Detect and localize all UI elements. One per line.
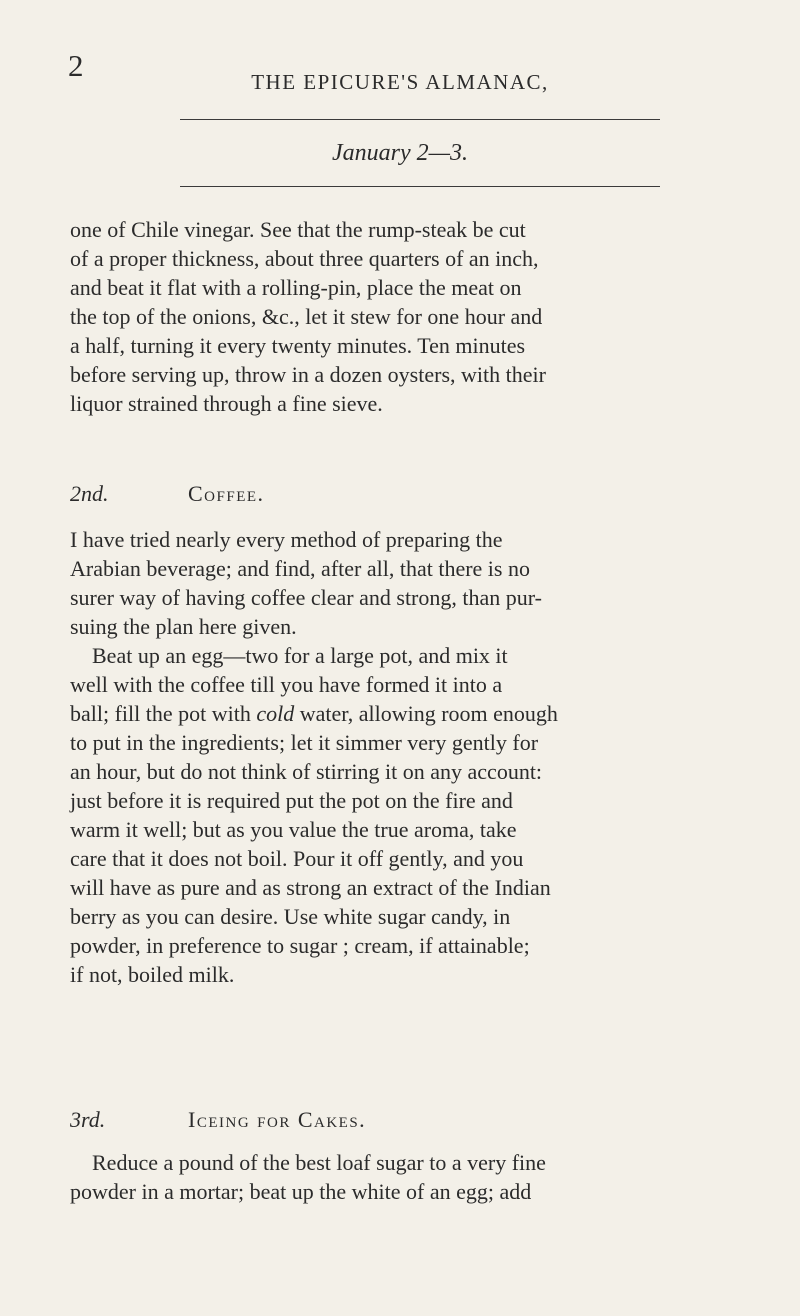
text-line: just before it is required put the pot on the fire and (70, 788, 513, 813)
text-line: powder in a mortar; beat up the white of an egg; add (70, 1179, 532, 1204)
section-title: Coffee. (188, 481, 265, 506)
icing-paragraph (70, 1148, 742, 1206)
text-line: and beat it flat with a rolling-pin, place the meat on (70, 275, 522, 300)
text-line: well with the coffee till you have formed it into a (70, 672, 503, 697)
section-day: 3rd. (70, 1107, 106, 1132)
text-line: powder, in preference to sugar ; cream, if attainable; (70, 933, 530, 958)
text-line: to put in the ingredients; let it simmer very gently for (70, 730, 539, 755)
text-line: Beat up an egg—two for a large pot, and mix it (92, 643, 508, 668)
text-line: care that it does not boil. Pour it off gently, and you (70, 846, 524, 871)
text-line: of a proper thickness, about three quarters of an inch, (70, 246, 539, 271)
text-line: warm it well; but as you value the true aroma, take (70, 817, 517, 842)
text-line: if not, boiled milk. (70, 962, 235, 987)
text-line: surer way of having coffee clear and strong, than pur- (70, 585, 542, 610)
coffee-paragraph-2 (70, 641, 742, 989)
header-rule-bottom (180, 186, 660, 187)
text-line: Arabian beverage; and find, after all, that there is no (70, 556, 530, 581)
text-line: Reduce a pound of the best loaf sugar to a very fine (92, 1150, 546, 1175)
text-line: ball; fill the pot with cold water, allowing room enough (70, 701, 558, 726)
continuation-paragraph (70, 215, 742, 418)
header-rule-top (180, 119, 660, 120)
text-line: will have as pure and as strong an extract of the Indian (70, 875, 551, 900)
text-line: the top of the onions, &c., let it stew for one hour and (70, 304, 543, 329)
date-heading (0, 140, 800, 167)
running-title: THE EPICURE'S ALMANAC, (251, 70, 549, 94)
section-heading-coffee (70, 479, 742, 508)
text-line: an hour, but do not think of stirring it on any account: (70, 759, 543, 784)
text-line: a half, turning it every twenty minutes. Ten minutes (70, 333, 526, 358)
section-heading-icing (70, 1105, 742, 1134)
text-line: suing the plan here given. (70, 614, 297, 639)
page-number: 2 (68, 48, 84, 83)
section-day: 2nd. (70, 481, 109, 506)
section-title: Iceing for Cakes. (188, 1107, 367, 1132)
text-line: before serving up, throw in a dozen oysters, with their (70, 362, 546, 387)
text-line: berry as you can desire. Use white sugar candy, in (70, 904, 511, 929)
text-line: I have tried nearly every method of preparing the (70, 527, 503, 552)
text-line: liquor strained through a fine sieve. (70, 391, 383, 416)
date-text: January 2—3. (332, 140, 468, 166)
coffee-paragraph-1 (70, 525, 742, 641)
text-line: one of Chile vinegar. See that the rump-steak be cut (70, 217, 526, 242)
